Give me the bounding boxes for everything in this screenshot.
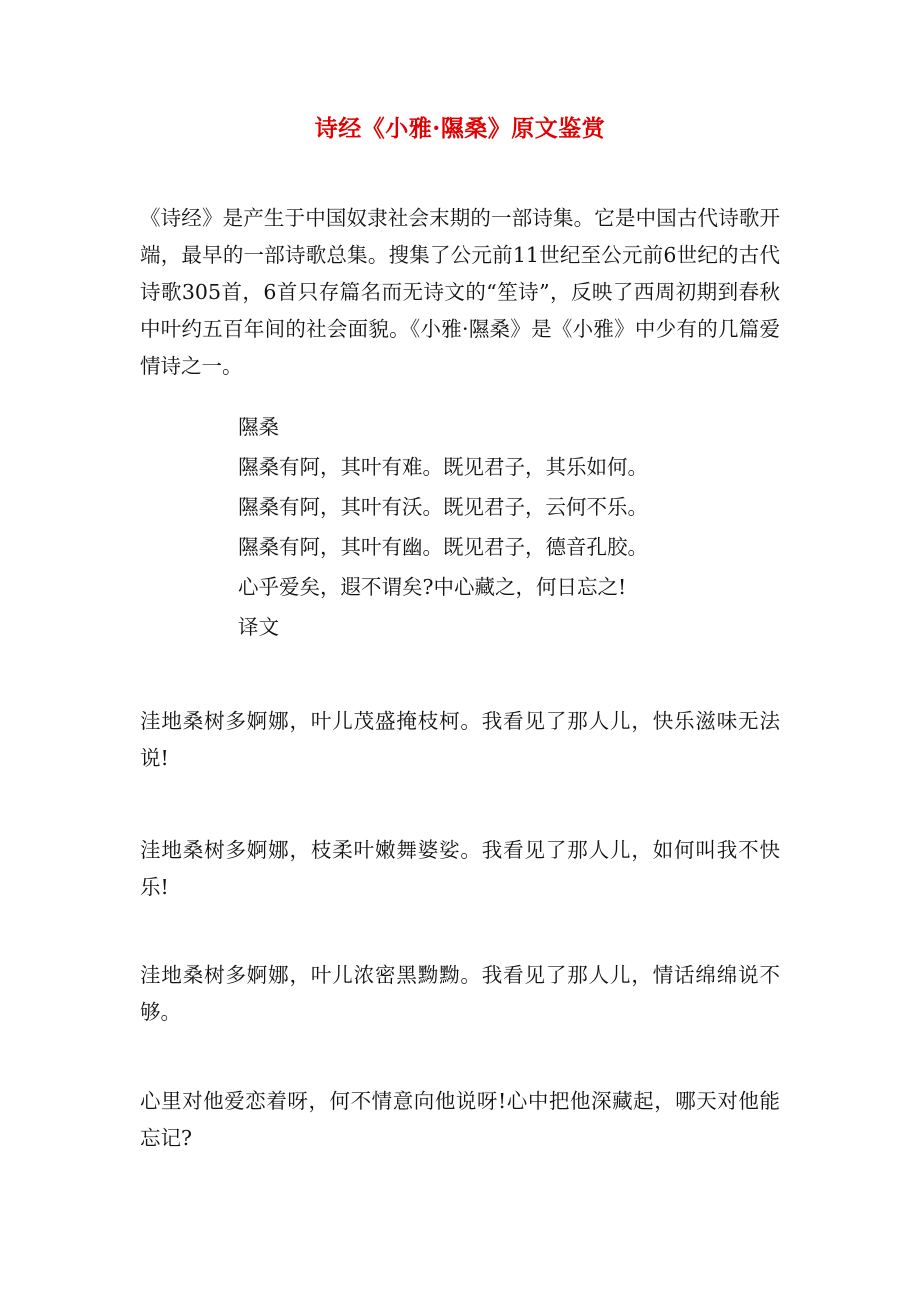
poem-line: 隰桑有阿，其叶有难。既见君子，其乐如何。 xyxy=(238,455,648,479)
translation-paragraph: 洼地桑树多婀娜，叶儿茂盛掩枝柯。我看见了那人儿，快乐滋味无法说! xyxy=(140,709,780,770)
translation-heading: 译文 xyxy=(238,615,279,639)
translation-paragraph: 洼地桑树多婀娜，枝柔叶嫩舞婆娑。我看见了那人儿，如何叫我不快乐! xyxy=(140,838,780,899)
translation-paragraph: 心里对他爱恋着呀，何不情意向他说呀!心中把他深藏起，哪天对他能忘记? xyxy=(140,1089,780,1150)
intro-paragraph: 《诗经》是产生于中国奴隶社会末期的一部诗集。它是中国古代诗歌开端，最早的一部诗歌总集。搜集了公元前11世纪至公元前6世纪的古代诗歌305首，6首只存篇名而无诗文的“笙诗”，反映了西周初期到春秋中叶约五百年间的社会面貌。《小雅·隰桑》是《小雅》中少有的几篇爱情诗之一。 xyxy=(140,206,780,378)
poem-line: 隰桑有阿，其叶有沃。既见君子，云何不乐。 xyxy=(238,495,648,519)
poem-line: 隰桑有阿，其叶有幽。既见君子，德音孔胶。 xyxy=(238,535,648,559)
poem-block xyxy=(238,407,798,647)
translation-paragraph: 洼地桑树多婀娜，叶儿浓密黑黝黝。我看见了那人儿，情话绵绵说不够。 xyxy=(140,963,780,1024)
poem-line: 心乎爱矣，遐不谓矣?中心藏之，何日忘之! xyxy=(238,575,627,599)
document-title: 诗经《小雅·隰桑》原文鉴赏 xyxy=(314,115,606,142)
poem-heading: 隰桑 xyxy=(238,415,279,439)
